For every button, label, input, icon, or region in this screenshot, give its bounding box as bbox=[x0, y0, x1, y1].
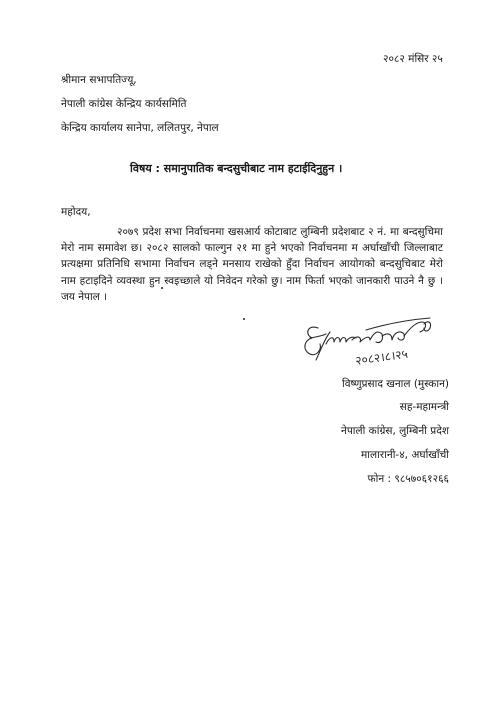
svg-text:२०८२।८।२५: २०८२।८।२५ bbox=[354, 346, 409, 368]
scan-speck bbox=[161, 287, 163, 289]
signer-name: विष्णुप्रसाद खनाल (मुस्कान) bbox=[342, 378, 449, 390]
recipient-line-1: श्रीमान सभापतिज्यू, bbox=[61, 74, 137, 86]
signer-organization: नेपाली कांग्रेस, लुम्बिनी प्रदेश bbox=[341, 425, 449, 437]
salutation: महोदय, bbox=[61, 206, 91, 218]
recipient-line-3: केन्द्रिय कार्यालय सानेपा, ललितपुर, नेपाल bbox=[61, 122, 219, 134]
signer-phone: फोन : ९८५७०६१२६६ bbox=[367, 473, 449, 485]
letter-date: २०८२ मंसिर २५ bbox=[383, 53, 443, 65]
recipient-line-2: नेपाली कांग्रेस केन्द्रिय कार्यसमिति bbox=[61, 98, 187, 110]
handwritten-signature bbox=[296, 310, 466, 375]
signer-address: मालारानी-४, अर्घाखाँची bbox=[361, 449, 449, 461]
subject-line: विषय : समानुपातिक बन्दसुचीबाट नाम हटाईदिनुहुन । bbox=[130, 162, 343, 175]
signer-title: सह-महामन्त्री bbox=[399, 401, 449, 413]
body-paragraph: २०७९ प्रदेश सभा निर्वाचनमा खसआर्य कोटाबाट लुम्बिनी प्रदेशबाट २ नं. मा बन्दसुचिमा मेरो नाम समावेश छ। २०८२ सालको फाल्गुन २१ मा हुने भएको निर्वाचनमा म अर्घाखाँची जिल्लाबाट प्रत्यक्षमा प्रतिनिधि सभामा निर्वाचन लड्ने मनसाय राखेको हुँदा निर्वाचन आयोगको बन्दसुचिबाट मेरो नाम हटाइदिने व्यवस्था हुन स्वइच्छाले यो निवेदन गरेको छु। नाम फिर्ता भएको जानकारी पाउने नै छु । जय नेपाल । bbox=[61, 226, 443, 303]
scan-speck bbox=[243, 318, 245, 320]
